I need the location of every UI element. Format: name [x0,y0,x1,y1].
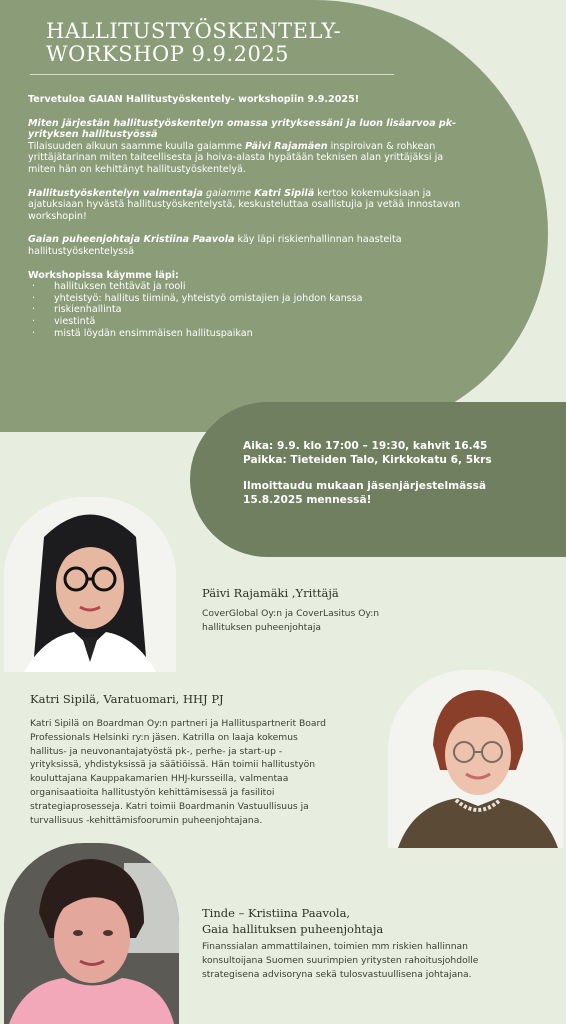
intro-question: Miten järjestän hallitustyöskentelyn omassa yrityksessäni ja luon lisäarvoa pk-yrityksen hallitustyössä [28,117,457,141]
intro-paragraph-3: Gaian puheenjohtaja Kristiina Paavola käy läpi riskienhallinnan haasteita hallitustyöskentelyssä [28,234,402,257]
topic-list [28,281,473,339]
event-place: Paikka: Tieteiden Talo, Kirkkokatu 6, 5krs [243,453,492,466]
signup-text-1: Ilmoittaudu mukaan jäsenjärjestelmässä [243,480,487,493]
speaker-bio-paivi: CoverGlobal Oy:n ja CoverLasitus Oy:n hallituksen puheenjohtaja [202,608,380,633]
intro-paragraph-1: Tilaisuuden alkuun saamme kuulla gaiamme Päivi Rajamäen inspiroivan & rohkean yrittäjätarinan miten taiteellisesta ja hoiva-alasta hypätään teknisen alan yrittäjäksi ja miten hän on kehittänyt hallitustyöskentelyä. [28,140,444,175]
list-item: · yhteistyö: hallitus tiiminä, yhteistyö omistajien ja johdon kanssa [28,293,473,305]
speaker-name-kristiina: Tinde – Kristiina Paavola, Gaia hallituksen puheenjohtaja [202,906,384,936]
signup-text-2: 15.8.2025 mennessä! [243,493,372,506]
event-time: Aika: 9.9. klo 17:00 – 19:30, kahvit 16.45 [243,440,488,452]
speaker-name-paivi: Päivi Rajamäki ,Yrittäjä [202,586,339,600]
speaker-name-katri: Katri Sipilä, Varatuomari, HHJ PJ [30,692,224,706]
intro-paragraph-2: Hallitustyöskentelyn valmentaja gaiamme Katri Sipilä kertoo kokemuksiaan ja ajatuksiaan hyvästä hallitustyöskentelystä, keskusteluttaa osallistujia ja vetää innostavan workshopin! [28,187,461,222]
speaker-name-inline: Päivi Rajamäen [245,140,328,152]
list-item: · mistä löydän ensimmäisen hallituspaikan [28,328,473,340]
speaker-photo-katri [388,670,563,848]
list-item: · riskienhallinta [28,304,473,316]
list-heading: Workshopissa käymme läpi: [28,269,179,281]
page-title [46,20,446,66]
title-line-1: HALLITUSTYÖSKENTELY- [46,19,342,43]
event-info [243,440,553,507]
speaker-bio-katri: Katri Sipilä on Boardman Oy:n partneri ja Hallituspartnerit Board Professionals Helsinki ry:n jäsen. Katrilla on laaja kokemus hallitus- ja neuvonantajatyöstä pk-, perhe- ja start-up - yrityksissä, yhdistyksissä ja säätiöissä. Hän toimii hallitustyön kouluttajana Kauppakamarien HHJ-kursseilla, valmentaa organisaatioita hallitustyön kehittämisessä ja fasilitoi strategiaprosesseja. Katri toimii Boardmanin Vastuullisuus ja turvallisuus -kehittämisfoorumin puheenjohtajana. [30,718,326,826]
intro-section [28,94,473,339]
title-divider [30,74,394,75]
list-item: · hallituksen tehtävät ja rooli [28,281,473,293]
speaker-photo-kristiina [4,843,179,1024]
speaker-bio-kristiina: Finanssialan ammattilainen, toimien mm riskien hallinnan konsultoijana Suomen suurimpien yritysten rahoitusjohdolle strategisena advisoryna sekä tulosvastuullisena johtajana. [202,941,479,980]
speaker-name-inline: Katri Sipilä [254,187,315,199]
welcome-text: Tervetuloa GAIAN Hallitustyöskentely- workshopiin 9.9.2025! [28,94,360,105]
speaker-photo-paivi [4,497,176,672]
list-item: · viestintä [28,316,473,328]
title-line-2: WORKSHOP 9.9.2025 [46,42,290,66]
